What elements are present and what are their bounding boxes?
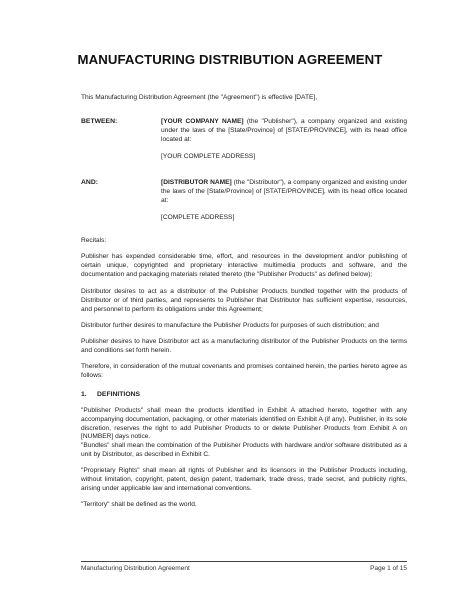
footer-document-name: Manufacturing Distribution Agreement	[81, 565, 190, 572]
and-label: AND:	[81, 179, 98, 186]
section-heading	[81, 391, 140, 398]
recital-paragraph: Distributor further desires to manufacture the Publisher Products for purposes of such distribution; and	[81, 322, 379, 329]
distributor-name: [DISTRIBUTOR NAME]	[161, 179, 232, 186]
distributor-address: [COMPLETE ADDRESS]	[161, 214, 235, 222]
recital-paragraph: Distributor desires to act as a distributor of the Publisher Products bundled together with the products of Distributor or of third parties, and represents to Publisher that Distributor has sufficient expertise, resources, and personnel to perform its obligations under this Agreement;	[81, 288, 407, 313]
company-address: [YOUR COMPLETE ADDRESS]	[161, 153, 256, 161]
section-number: 1.	[81, 391, 87, 398]
and-text: (the "Distributor"), a company organized and existing under the laws of the [State/Province] of [STATE/PROVINCE], with its head office located at:	[161, 179, 407, 204]
definition-paragraph: "Bundles" shall mean the combination of the Publisher Products with hardware and/or software distributed as a unit by Distributor, as described in Exhibit C.	[81, 442, 407, 458]
between-party	[161, 118, 407, 162]
between-text: (the "Publisher"), a company organized and existing under the laws of the [State/Province] of [STATE/PROVINCE], with its head office located at:	[161, 118, 407, 143]
company-name: [YOUR COMPANY NAME]	[161, 118, 244, 125]
intro-paragraph: This Manufacturing Distribution Agreement (the "Agreement") is effective [DATE],	[81, 94, 318, 101]
footer-divider	[81, 561, 407, 562]
recital-paragraph: Publisher has expended considerable time, effort, and resources in the development and/or publishing of certain unique, copyrighted and proprietary interactive multimedia products and software, and the documentation and packaging materials related thereto (the "Publisher Products" as defined below);	[81, 253, 407, 278]
footer-page-number: Page 1 of 15	[370, 565, 407, 572]
definition-paragraph: "Territory" shall be defined as the world.	[81, 501, 197, 508]
document-title: MANUFACTURING DISTRIBUTION AGREEMENT	[77, 52, 383, 67]
recital-paragraph: Therefore, in consideration of the mutual covenants and promises contained herein, the parties hereto agree as follows:	[81, 363, 407, 379]
and-party	[161, 179, 407, 223]
between-label: BETWEEN:	[81, 118, 118, 125]
recital-paragraph: Publisher desires to have Distributor act as a manufacturing distributor of the Publisher Products on the terms and conditions set forth herein.	[81, 338, 407, 354]
definition-paragraph: "Publisher Products" shall mean the products identified in Exhibit A attached hereto, together with any accompanying documentation, packaging, or other materials identified on Exhibit A (if any). Publisher, in its sole discretion, reserves the right to add Publisher Products to or delete Publisher Products from Exhibit A on [NUMBER] days notice.	[81, 407, 407, 441]
definition-paragraph: "Proprietary Rights" shall mean all rights of Publisher and its licensors in the Publisher Products including, without limitation, copyright, patent, design patent, trademark, trade dress, trade secret, and publicity rights, arising under applicable law and international conventions.	[81, 467, 407, 492]
section-title: DEFINITIONS	[97, 391, 141, 398]
recitals-label: Recitals:	[81, 237, 107, 244]
